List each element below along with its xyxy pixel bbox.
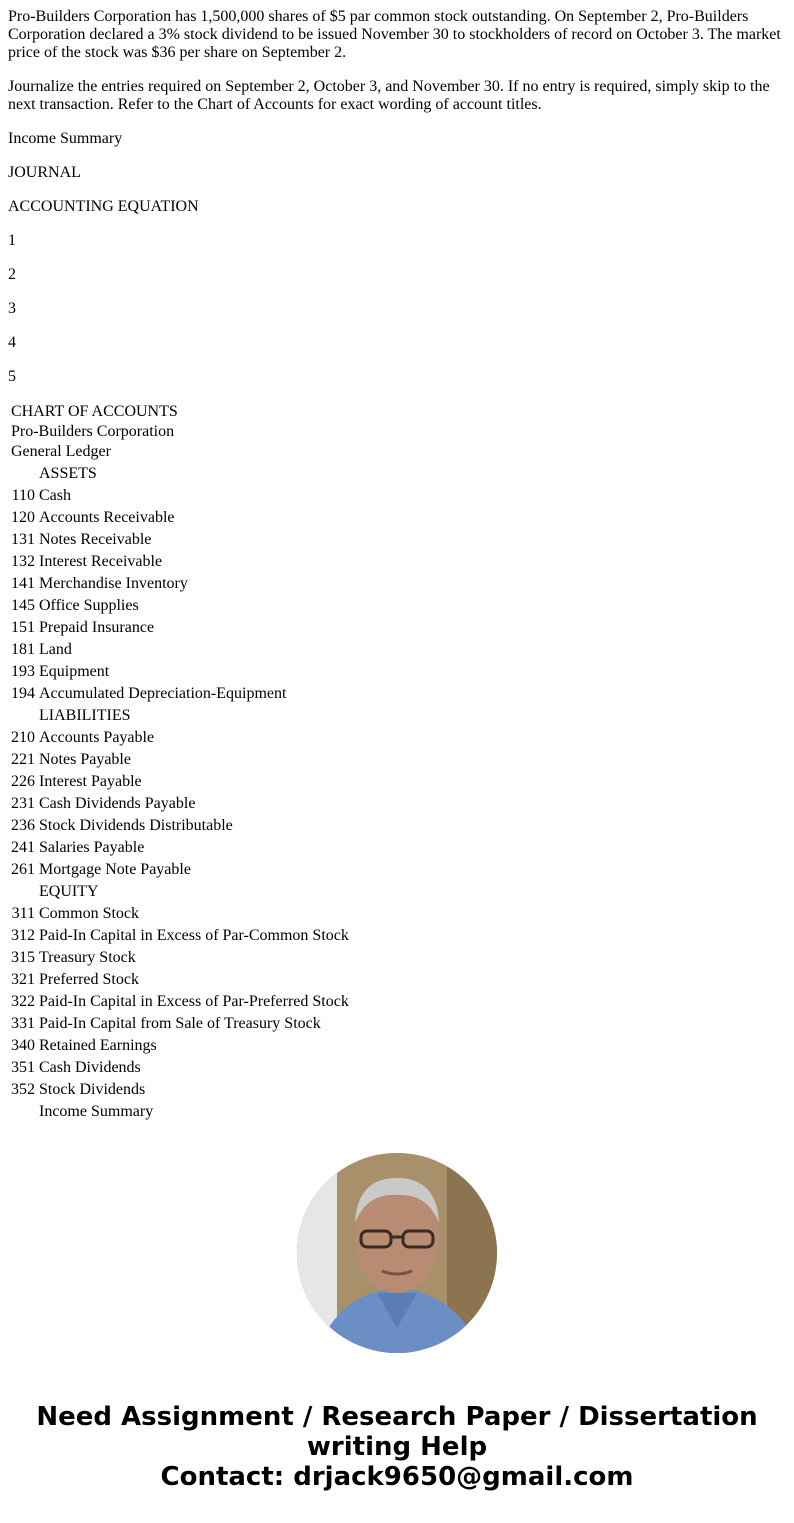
coa-ledger: General Ledger (11, 443, 111, 460)
account-row (10, 948, 350, 968)
account-number: 331 (11, 1015, 35, 1032)
account-row (10, 1058, 350, 1078)
account-row (10, 662, 350, 682)
section-heading-row (10, 464, 350, 484)
account-number (10, 882, 36, 902)
section-heading: Income Summary (39, 1103, 154, 1120)
account-row (10, 596, 350, 616)
account-row (10, 728, 350, 748)
line-3: 3 (8, 300, 16, 317)
account-name: Merchandise Inventory (39, 575, 188, 592)
section-heading: LIABILITIES (39, 707, 131, 724)
line-5: 5 (8, 368, 16, 385)
account-number: 311 (11, 905, 35, 922)
account-name: Stock Dividends Distributable (39, 817, 233, 834)
account-row (10, 684, 350, 704)
account-row (10, 860, 350, 880)
account-row (10, 750, 350, 770)
account-row (10, 838, 350, 858)
line-income-summary: Income Summary (8, 130, 123, 147)
account-row (10, 1014, 350, 1034)
section-heading: EQUITY (39, 883, 99, 900)
coa-ledger-row (10, 443, 350, 462)
account-row (10, 794, 350, 814)
account-number: 241 (11, 839, 35, 856)
account-name: Paid-In Capital in Excess of Par-Preferred Stock (39, 993, 349, 1010)
account-row (10, 970, 350, 990)
account-name: Office Supplies (39, 597, 139, 614)
account-number: 131 (11, 531, 35, 548)
line-4: 4 (8, 334, 16, 351)
account-name: Notes Payable (39, 751, 131, 768)
account-row (10, 508, 350, 528)
account-row (10, 926, 350, 946)
section-heading: ASSETS (39, 465, 97, 482)
account-name: Interest Payable (39, 773, 142, 790)
account-number (10, 706, 36, 726)
banner-line-1: Need Assignment / Research Paper / Dissertation (36, 1402, 758, 1432)
account-name: Paid-In Capital in Excess of Par-Common Stock (39, 927, 349, 944)
account-name: Accounts Payable (39, 729, 155, 746)
account-row (10, 486, 350, 506)
account-number: 226 (11, 773, 35, 790)
account-name: Salaries Payable (39, 839, 145, 856)
account-number: 321 (11, 971, 35, 988)
account-number: 351 (11, 1059, 35, 1076)
account-name: Cash Dividends (39, 1059, 141, 1076)
account-name: Prepaid Insurance (39, 619, 155, 636)
account-name: Stock Dividends (39, 1081, 146, 1098)
account-number: 315 (11, 949, 35, 966)
coa-company-row (10, 423, 350, 441)
account-number: 231 (11, 795, 35, 812)
account-number: 312 (11, 927, 35, 944)
chart-of-accounts-table (8, 400, 352, 1124)
account-number (10, 464, 36, 484)
portrait-image (297, 1153, 497, 1353)
account-number: 110 (11, 487, 35, 504)
account-number: 145 (11, 597, 35, 614)
account-row (10, 574, 350, 594)
account-row (10, 904, 350, 924)
account-number: 221 (11, 751, 35, 768)
line-1: 1 (8, 232, 16, 249)
account-number: 181 (11, 641, 35, 658)
account-row (10, 552, 350, 572)
contact-banner (0, 1402, 794, 1492)
account-name: Land (39, 641, 72, 658)
account-row (10, 1080, 350, 1100)
account-row (10, 816, 350, 836)
account-row (10, 530, 350, 550)
account-number: 141 (11, 575, 35, 592)
problem-paragraph-1: Pro-Builders Corporation has 1,500,000 shares of $5 par common stock outstanding. On September 2, Pro-Builders Corporation declared a 3% stock dividend to be issued November 30 to stockholders of record on October 3. The market price of the stock was $36 per share on September 2. (8, 8, 781, 61)
account-name: Retained Earnings (39, 1037, 157, 1054)
account-name: Cash Dividends Payable (39, 795, 196, 812)
account-name: Accumulated Depreciation-Equipment (39, 685, 287, 702)
account-name: Interest Receivable (39, 553, 163, 570)
account-name: Accounts Receivable (39, 509, 175, 526)
banner-line-3: Contact: drjack9650@gmail.com (160, 1462, 634, 1492)
section-heading-row (10, 706, 350, 726)
account-number: 151 (11, 619, 35, 636)
coa-company: Pro-Builders Corporation (11, 423, 175, 440)
account-row (10, 772, 350, 792)
account-row (10, 618, 350, 638)
account-number: 236 (11, 817, 35, 834)
account-name: Preferred Stock (39, 971, 139, 988)
account-number: 322 (11, 993, 35, 1010)
account-name: Cash (39, 487, 71, 504)
line-accounting-equation: ACCOUNTING EQUATION (8, 198, 199, 215)
account-number (10, 1102, 36, 1122)
account-name: Equipment (39, 663, 110, 680)
section-heading-row (10, 1102, 350, 1122)
account-row (10, 1036, 350, 1056)
section-heading-row (10, 882, 350, 902)
author-photo (297, 1153, 497, 1353)
banner-line-2: writing Help (306, 1432, 488, 1462)
account-row (10, 992, 350, 1012)
line-2: 2 (8, 266, 16, 283)
line-journal: JOURNAL (8, 164, 81, 181)
account-name: Paid-In Capital from Sale of Treasury Stock (39, 1015, 321, 1032)
account-name: Notes Receivable (39, 531, 152, 548)
account-name: Common Stock (39, 905, 140, 922)
account-number: 193 (11, 663, 35, 680)
account-number: 210 (11, 729, 35, 746)
account-name: Treasury Stock (39, 949, 136, 966)
account-number: 194 (11, 685, 35, 702)
problem-paragraph-2: Journalize the entries required on September 2, October 3, and November 30. If no entry is required, simply skip to the next transaction. Refer to the Chart of Accounts for exact wording of account titles. (8, 78, 770, 113)
account-number: 352 (11, 1081, 35, 1098)
coa-header-row (10, 402, 350, 421)
account-number: 261 (11, 861, 35, 878)
account-row (10, 640, 350, 660)
account-number: 132 (11, 553, 35, 570)
account-number: 120 (11, 509, 35, 526)
account-name: Mortgage Note Payable (39, 861, 191, 878)
account-number: 340 (11, 1037, 35, 1054)
coa-title: CHART OF ACCOUNTS (11, 403, 178, 420)
